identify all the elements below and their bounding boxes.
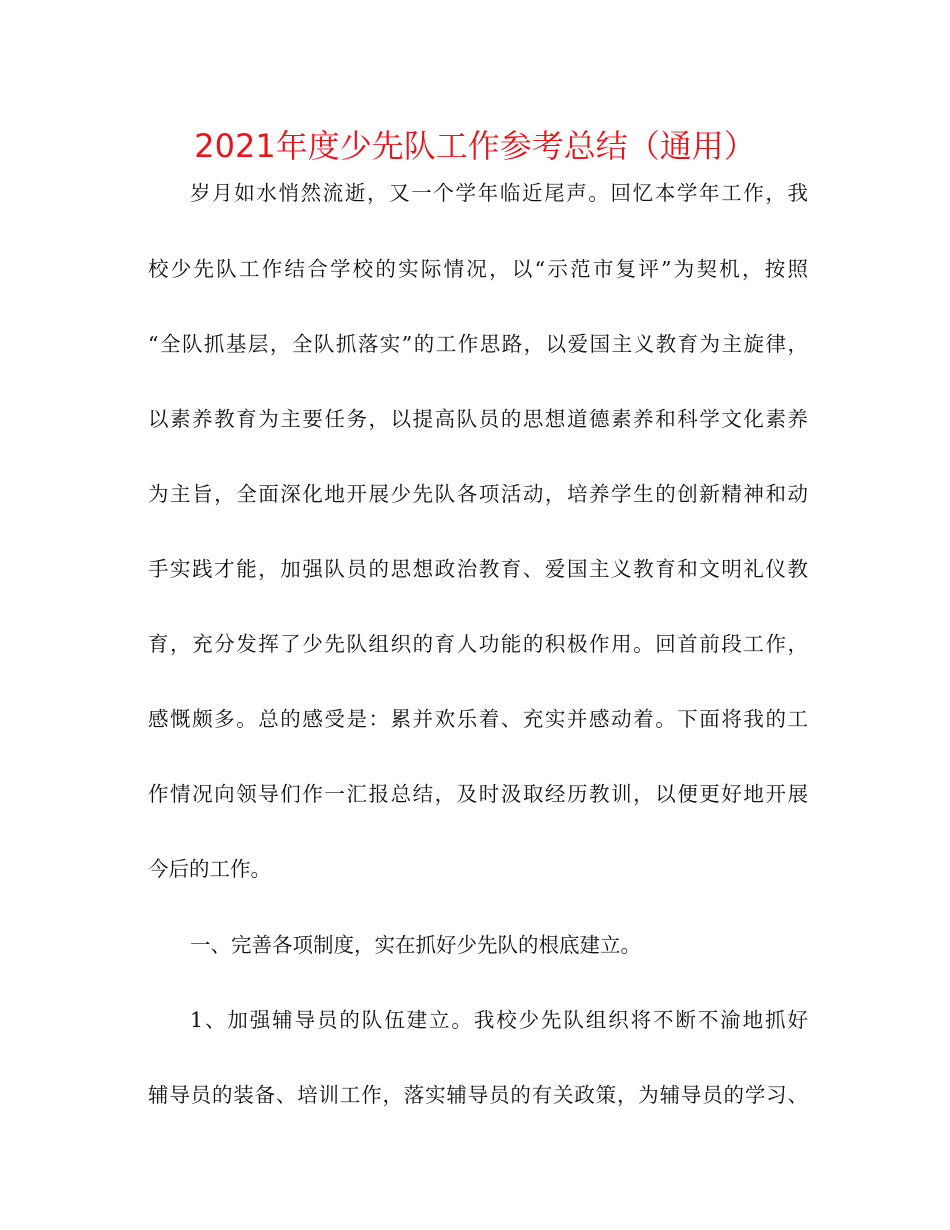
paragraph-line-12: 1、加强辅导员的队伍建立。我校少先队组织将不断不渝地抓好: [190, 1008, 808, 1032]
paragraph-line-5: 为主旨，全面深化地开展少先队各项活动，培养学生的创新精神和动: [148, 482, 808, 506]
paragraph-line-10: 今后的工作。: [148, 857, 271, 881]
document-title: 2021年度少先队工作参考总结（通用）: [194, 127, 756, 165]
paragraph-line-13: 辅导员的装备、培训工作，落实辅导员的有关政策，为辅导员的学习、: [148, 1083, 808, 1107]
paragraph-line-7: 育，充分发挥了少先队组织的育人功能的积极作用。回首前段工作，: [148, 632, 808, 656]
paragraph-line-6: 手实践才能，加强队员的思想政治教育、爱国主义教育和文明礼仪教: [148, 557, 808, 581]
section-heading-1: 一、完善各项制度，实在抓好少先队的根底建立。: [190, 933, 641, 957]
paragraph-line-8: 感慨颇多。总的感受是：累并欢乐着、充实并感动着。下面将我的工: [148, 707, 808, 731]
paragraph-line-4: 以素养教育为主要任务，以提高队员的思想道德素养和科学文化素养: [148, 407, 808, 431]
paragraph-line-9: 作情况向领导们作一汇报总结，及时汲取经历教训，以便更好地开展: [148, 782, 808, 806]
paragraph-line-3: “全队抓基层，全队抓落实”的工作思路，以爱国主义教育为主旋律，: [148, 332, 808, 356]
paragraph-line-2: 校少先队工作结合学校的实际情况，以“示范市复评”为契机，按照: [148, 257, 808, 281]
paragraph-line-1: 岁月如水悄然流逝，又一个学年临近尾声。回忆本学年工作，我: [190, 181, 808, 205]
